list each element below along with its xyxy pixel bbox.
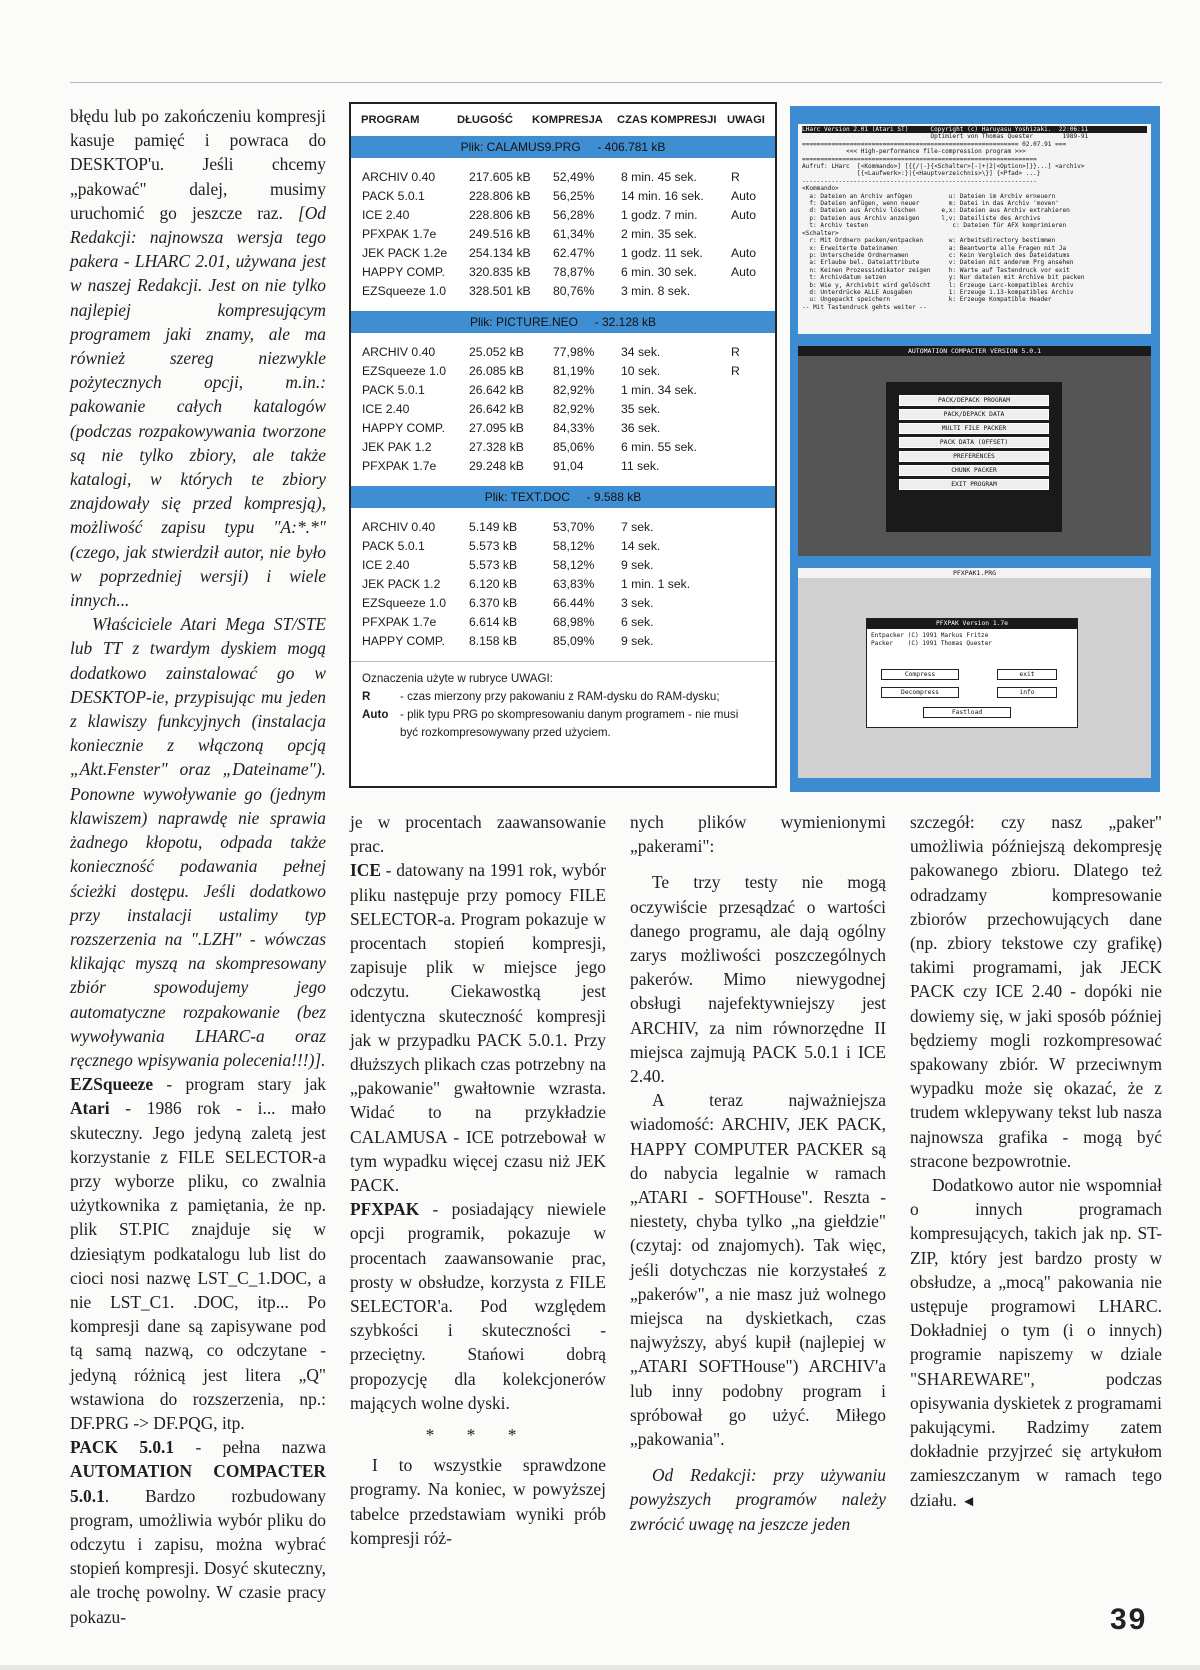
table-cell: 26.085 kB	[469, 364, 524, 378]
screen-text-line: p: Unterscheide Ordnernamen c: Kein Vergleich des Dateidatums	[802, 251, 1070, 259]
column-header: CZAS KOMPRESJI	[617, 114, 717, 126]
section-separator: * * *	[425, 1425, 531, 1446]
paragraph: Od Redakcji: przy używaniu powyższych programów należy zwrócić uwagę na jeszcze jeden	[630, 1465, 886, 1534]
table-row	[362, 187, 775, 206]
table-cell: 29.248 kB	[469, 459, 524, 473]
table-row	[362, 225, 775, 244]
table-cell: 5.573 kB	[469, 558, 518, 572]
paragraph: ICE - datowany na 1991 rok, wybór pliku następuje przy pomocy FILE SELECTOR-a. Program pokazuje w procentach stopień kompresji, zapisuje plik w miejsce jego odczytu. Ciekawostką jest identyczna skuteczność kompresji jak w przypadku PACK 5.0.1. Przy dłuższych plikach czas potrzebny na „pakowanie" gwałtownie wzrasta. Widać to na przykładzie CALAMUSA - ICE potrzebował w tym wypadku więcej czasu niż JEK PACK.	[350, 860, 606, 1196]
table-cell: 34 sek.	[621, 345, 661, 359]
paragraph: A teraz najważniejsza wiadomość: ARCHIV, JEK PACK, HAPPY COMPUTER PACKER są do nabycia legalnie w ramach „ATARI - SOFTHouse". Reszta - niestety, chyba tylko „na giełdzie" (czytaj: od znajomych). Tak więc, jeśli dotychczas nie korzystałeś z „pakerów", a nie masz już wolnego miejsca na dyskietkach, czas najwyższy, abyś kupił (najlepiej w „ATARI SOFTHouse") ARCHIV'a lub inny podobny program i spróbował go użyć. Miłego „pakowania".	[630, 1090, 886, 1450]
table-cell: 228.806 kB	[469, 208, 531, 222]
table-cell: 85,09%	[553, 634, 595, 648]
table-cell	[731, 457, 771, 476]
table-cell: 6.370 kB	[469, 596, 518, 610]
table-cell: 10 sek.	[621, 364, 661, 378]
file-size: - 406.781 kB	[597, 140, 666, 154]
menu-item[interactable]: MULTI FILE PACKER	[899, 423, 1049, 434]
table-cell: HAPPY COMP.	[362, 421, 445, 435]
paragraph: EZSqueeze - program stary jak Atari - 1986 rok - i... mało skuteczny. Jego jedyną zaletą jest korzystanie z FILE SELECTOR-a przy wyborze pliku, co zwalnia użytkownika z pamiętania, że np. plik ST.PIC znajduje się w dziesiątym podkatalogu lub list do cioci nosi nazwę LST_C_1.DOC, a nie LST_C1. .DOC, itp... Po kompresji dane są zapisywane pod tą samą nazwą, co odczytane - jedyną różnicą jest litera „Q" wstawiona do rozszerzenia, np.: DF.PRG -> DF.PQG, itp.	[70, 1074, 326, 1433]
table-row	[362, 632, 775, 651]
table-cell	[731, 518, 771, 537]
file-label: Plik: TEXT.DOC	[484, 490, 570, 504]
table-row	[362, 244, 775, 263]
screen-text-line: d: Dateien aus Archiv löschen e,x: Dateien aus Archiv extrahieren	[802, 207, 1070, 215]
table-cell	[731, 537, 771, 556]
screen-text-line: <<< High-performance file-compression program >>>	[802, 148, 1026, 156]
file-label: Plik: CALAMUS9.PRG	[460, 140, 581, 154]
paragraph: Właściciele Atari Mega ST/STE lub TT z twardym dyskiem mogą dodatkowo zainstalować go w DESKTOP-ie, przypisując mu jeden z klawiszy funkcyjnych (instalacja koniecznie z włączoną opcją „Akt.Fenster" oraz „Dateiname"). Ponowne wywoływanie go (jednym klawiszem) naprawdę nie sprawia żadnego kłopotu, odpada także konieczność podawania pełnej ścieżki dostępu. Jeśli dodatkowo przy instalacji ustalimy typ rozszerzenia na ".LZH" - wówczas klikając myszą na skompresowany zbiór spowodujemy jego automatyczne rozpakowanie (bez wywoływania LHARC-a oraz ręcznego wpisywania polecenia!!!)].	[70, 614, 326, 1070]
table-cell: 9 sek.	[621, 634, 654, 648]
table-cell: Auto	[731, 189, 757, 203]
table-cell: EZSqueeze 1.0	[362, 364, 447, 378]
table-cell: 328.501 kB	[469, 284, 531, 298]
table-cell: PFXPAK 1.7e	[362, 227, 437, 241]
paragraph: szczegół: czy nasz „paker" umożliwia późniejszą dekompresję pakowanego zbioru. Dlatego też odradzamy kompresowanie zbiorów przechowujących dane (np. zbiory tekstowe czy grafikę) takimi programami, jak JECK PACK czy ICE 2.40 - dopóki nie dowiemy się, w jaki sposób później będziemy mogli rozkompresować spakowany zbiór. W przeciwnym wypadku może się okazać, że z trudem wklepywany tekst lub nasza najnowsza grafika - mogą być stracone bezpowrotnie.	[910, 812, 1162, 1171]
table-cell: PACK 5.0.1	[362, 383, 425, 397]
screen-text-line: ================================================================	[802, 155, 1037, 163]
dialog-text-line: Packer (C) 1991 Thomas Quester	[871, 640, 993, 647]
text-column-2	[350, 810, 606, 1550]
table-cell: HAPPY COMP.	[362, 265, 445, 279]
bottom-edge	[0, 1665, 1200, 1670]
table-cell: JEK PAK 1.2	[362, 440, 432, 454]
table-row	[362, 168, 775, 187]
table-cell: 6 sek.	[621, 615, 654, 629]
table-cell: 6.120 kB	[469, 577, 518, 591]
table-cell	[731, 613, 771, 632]
table-cell: 8.158 kB	[469, 634, 518, 648]
table-cell	[731, 594, 771, 613]
menu-item[interactable]: EXIT PROGRAM	[899, 479, 1049, 490]
table-row	[362, 343, 775, 362]
table-cell: 1 godz. 11 sek.	[621, 246, 703, 260]
legend-title: Oznaczenia użyte w rubryce UWAGI:	[362, 672, 553, 685]
table-row	[362, 537, 775, 556]
automation-menu	[886, 382, 1062, 532]
table-cell: ICE 2.40	[362, 558, 410, 572]
table-cell: 35 sek.	[621, 402, 661, 416]
screen-text-line: x: Erweiterte Dateinamen a: Beantworte alle Fragen mit Ja	[802, 244, 1067, 252]
table-cell: 1 min. 1 sek.	[621, 577, 691, 591]
fastload-button[interactable]: Fastload	[923, 707, 1011, 718]
screen-text-line: =========================================================== 02.07.91 ===	[802, 140, 1067, 148]
table-cell: 26.642 kB	[469, 402, 524, 416]
table-cell: Auto	[731, 246, 757, 260]
paragraph: PACK 5.0.1 - pełna nazwa AUTOMATION COMPACTER 5.0.1. Bardzo rozbudowany program, umożliwia wybór pliku do odczytu i zapisu, można wybrać stopień kompresji. Dosyć skuteczny, ale trochę powolny. W czasie pracy pokazu-	[70, 1437, 327, 1627]
page-number: 39	[1110, 1603, 1148, 1636]
table-cell: Auto	[731, 265, 757, 279]
screen-text-line: t: Archiv testen c: Dateien für AFX komprimieren	[802, 222, 1067, 230]
table-cell: 7 sek.	[621, 520, 654, 534]
file-size: - 32.128 kB	[594, 315, 657, 329]
table-cell: HAPPY COMP.	[362, 634, 445, 648]
column-header: DŁUGOŚĆ	[457, 114, 513, 126]
screen-text-line: d: Unterdrücke ALLE Ausgaben 1: Erzeuge 1.13-kompatibles Archiv	[802, 288, 1074, 296]
table-cell: PFXPAK 1.7e	[362, 459, 437, 473]
table-cell: 6 min. 55 sek.	[621, 440, 697, 454]
table-cell: 56,25%	[553, 189, 595, 203]
table-row	[362, 263, 775, 282]
table-cell: 52,49%	[553, 170, 595, 184]
table-cell: 1 godz. 7 min.	[621, 208, 698, 222]
table-cell: Auto	[731, 208, 757, 222]
screen-text-line: b: Wie y, Archivbit wird gelöscht l: Erzeuge Larc-kompatibles Archiv	[802, 281, 1074, 289]
paragraph: je w procentach zaawansowanie prac.	[350, 812, 606, 857]
dialog-text-line: Entpacker (C) 1991 Markus Fritze	[871, 632, 989, 639]
table-cell: 77,98%	[553, 345, 595, 359]
paragraph: błędu lub po zakończeniu kompresji kasuje pamięć i powraca do DESKTOP'u. Jeśli chcemy „pakować" dalej, musimy uruchomić go jeszcze raz. [Od Redakcji: najnowsza wersja tego pakera - LHARC 2.01, używana jest w naszej Redakcji. Jest on nie tylko najlepiej kompresującym programem jaki znamy, ale ma również szereg niezwykle pożytecznych opcji, m.in.: pakowanie całych katalogów (podczas rozpakowywania tworzone są nie tylko zbiory, ale także katalogi, w których te zbiory znajdowały się przed kompresją), możliwość zapisu typu "A:*.*" (czego, jak stwierdził autor, nie było w poprzedniej wersji) i wiele innych...	[70, 106, 326, 611]
table-cell	[731, 381, 771, 400]
paragraph: I to wszystkie sprawdzone programy. Na koniec, w powyższej tabelce przedstawiam wyniki prób kompresji róż-	[350, 1455, 606, 1548]
table-cell: 61,34%	[553, 227, 595, 241]
screen-text-line: Aufruf: LHarc [<Kommando>] [{{/|-}{<Schalter>[-|+|2|<Option>]}}...] <archiv>	[802, 163, 1085, 171]
table-cell: ARCHIV 0.40	[362, 520, 436, 534]
table-row	[362, 438, 775, 457]
column-header: UWAGI	[727, 114, 765, 126]
top-rule	[70, 82, 1162, 83]
table-cell	[731, 575, 771, 594]
column-header: PROGRAM	[361, 114, 420, 126]
table-cell: 56,28%	[553, 208, 595, 222]
table-cell	[731, 632, 771, 651]
table-cell: 80,76%	[553, 284, 595, 298]
table-cell: 91,04	[553, 459, 584, 473]
file-band	[351, 136, 775, 158]
end-of-article-icon: ◄	[961, 1493, 977, 1510]
table-cell: 66.44%	[553, 596, 595, 610]
screen-text-line: a: Erlaube bel. Dateiattribute v: Dateien mit anderem Prg ansehen	[802, 259, 1074, 267]
table-cell: 320.835 kB	[469, 265, 531, 279]
paragraph: nych plików wymienionymi „pakerami":	[630, 812, 886, 857]
table-cell: 8 min. 45 sek.	[621, 170, 697, 184]
screen-text-line: -- Mit Tastendruck gehts weiter --	[802, 303, 927, 311]
table-cell: 2 min. 35 sek.	[621, 227, 697, 241]
screen-text-line: p: Dateien aus Archiv anzeigen l,v: Dateiliste des Archivs	[802, 214, 1041, 222]
file-band	[351, 486, 775, 508]
dialog-credits	[867, 629, 1077, 651]
screen-text-line: f: Dateien anfügen, wenn neuer m: Datei in das Archiv 'moven'	[802, 200, 1059, 208]
table-cell: 82,92%	[553, 402, 595, 416]
screenshots-panel	[790, 106, 1160, 792]
table-row	[362, 556, 775, 575]
table-cell: 26.642 kB	[469, 383, 524, 397]
table-cell	[731, 438, 771, 457]
table-cell: PACK 5.0.1	[362, 539, 425, 553]
table-cell: JEK PACK 1.2e	[362, 246, 448, 260]
table-cell	[731, 225, 771, 244]
table-row	[362, 575, 775, 594]
column-header: KOMPRESJA	[532, 114, 603, 126]
screen-text-line: Optimiert von Thomas Quester 1989-91	[802, 133, 1089, 141]
paragraph: Te trzy testy nie mogą oczywiście przesądzać o wartości danego programu, ale dają ogólny zarys możliwości poszczególnych pakerów. Mimo niewygodnej obsługi najefektywniejszy jest ARCHIV, za nim równorzędne II miejsca zajmują PACK 5.0.1 i ICE 2.40.	[630, 872, 886, 1087]
screen-title: AUTOMATION COMPACTER VERSION 5.0.1	[798, 346, 1151, 356]
table-cell: 6 min. 30 sek.	[621, 265, 697, 279]
table-cell	[731, 556, 771, 575]
table-cell	[731, 400, 771, 419]
table-cell: 27.095 kB	[469, 421, 524, 435]
table-cell: 14 sek.	[621, 539, 661, 553]
table-cell: R	[731, 345, 740, 359]
table-cell: 3 min. 8 sek.	[621, 284, 691, 298]
table-legend	[351, 661, 775, 742]
table-cell: 217.605 kB	[469, 170, 531, 184]
table-cell: EZSqueeze 1.0	[362, 596, 447, 610]
table-cell: 58,12%	[553, 558, 595, 572]
table-header	[351, 104, 775, 136]
table-row	[362, 206, 775, 225]
screen-text-line: LHarc Version 2.01 (Atari ST) Copyright (c) Haruyasu Yoshizaki. 22:06:11	[802, 126, 1147, 133]
table-cell: 63,83%	[553, 577, 595, 591]
pfxpak-dialog	[866, 618, 1078, 728]
table-cell: 14 min. 16 sek.	[621, 189, 704, 203]
paragraph: Dodatkowo autor nie wspomniał o innych programach kompresujących, takich jak np. ST-ZIP, który jest bardzo prosty w obsłudze, a „mocą" pakowania nie ustępuje programowi LHARC. Dokładniej o tym (i o innych) programie napiszemy w dziale "SHAREWARE", podczas opisywania dyskietek z programami pakującymi. Radzimy zatem dokładnie przyjrzeć się artykułom zamieszczanym w ramach tego działu. ◄	[910, 1175, 1162, 1510]
table-cell: 58,12%	[553, 539, 595, 553]
table-row	[362, 613, 775, 632]
table-cell: 228.806 kB	[469, 189, 531, 203]
text-column-3	[630, 810, 886, 1536]
table-cell: PACK 5.0.1	[362, 189, 425, 203]
table-cell: ICE 2.40	[362, 208, 410, 222]
screen-text-line: r: Mit Ordnern packen/entpacken w: Arbeitsdirectory bestimmen	[802, 237, 1056, 245]
dialog-title: PFXPAK Version 1.7e	[867, 619, 1077, 629]
table-cell: R	[731, 364, 740, 378]
table-cell: 249.516 kB	[469, 227, 531, 241]
screen-text-line: a: Dateien an Archiv anfügen u: Dateien im Archiv erneuern	[802, 192, 1056, 200]
file-size: - 9.588 kB	[586, 490, 642, 504]
table-row	[362, 282, 775, 301]
table-cell: ICE 2.40	[362, 402, 410, 416]
table-cell	[731, 419, 771, 438]
table-row	[362, 518, 775, 537]
file-label: Plik: PICTURE.NEO	[469, 315, 578, 329]
table-cell: 36 sek.	[621, 421, 661, 435]
table-cell	[731, 282, 771, 301]
table-row	[362, 594, 775, 613]
table-cell: 82,92%	[553, 383, 595, 397]
text-column-4	[910, 810, 1162, 1514]
lharc-help-screen	[798, 124, 1151, 334]
table-cell: 1 min. 34 sek.	[621, 383, 697, 397]
table-cell: 78,87%	[553, 265, 595, 279]
legend-row: być rozkompresowywany przed użyciem.	[400, 726, 611, 739]
pfxpak-screen	[798, 568, 1151, 778]
table-cell: 53,70%	[553, 520, 595, 534]
menu-item[interactable]: PREFERENCES	[899, 451, 1049, 462]
automation-compacter-screen	[798, 346, 1151, 556]
table-cell: 5.573 kB	[469, 539, 518, 553]
table-row	[362, 381, 775, 400]
text-column-1	[70, 104, 326, 1629]
menu-item[interactable]: PACK DATA (OFFSET)	[899, 437, 1049, 448]
table-row	[362, 457, 775, 476]
table-cell: 254.134 kB	[469, 246, 531, 260]
table-cell: 68,98%	[553, 615, 595, 629]
table-cell: ARCHIV 0.40	[362, 170, 436, 184]
screen-title: PFXPAK1.PRG	[798, 568, 1151, 578]
legend-row: Auto - plik typu PRG po skompresowaniu danym programem - nie musi	[362, 708, 739, 721]
decompress-button[interactable]: Decompress	[881, 687, 959, 698]
table-cell: 6.614 kB	[469, 615, 518, 629]
screen-text-line: t: Archivdatum setzen y: Nur dateien mit Archive bit packen	[802, 274, 1085, 282]
table-cell: R	[731, 170, 740, 184]
table-cell: 11 sek.	[621, 459, 660, 473]
table-row	[362, 419, 775, 438]
screen-text-line: ----------------------------------------------------------------	[802, 177, 1037, 185]
menu-item[interactable]: CHUNK PACKER	[899, 465, 1049, 476]
info-button[interactable]: info	[997, 687, 1057, 698]
screen-text-line: <Kommando>	[802, 185, 839, 193]
exit-button[interactable]: exit	[997, 669, 1057, 680]
table-row	[362, 400, 775, 419]
table-cell: 81,19%	[553, 364, 595, 378]
table-cell: 5.149 kB	[469, 520, 518, 534]
file-band	[351, 311, 775, 333]
table-cell: PFXPAK 1.7e	[362, 615, 437, 629]
paragraph: PFXPAK - posiadający niewiele opcji programik, pokazuje w procentach zaawansowanie prac, prosty w obsłudze, korzysta z FILE SELECTOR'a. Pod względem szybkości i skuteczności - przeciętny. Stańowi dobrą propozycję dla kolekcjonerów mających wolne dyski.	[350, 1199, 606, 1413]
table-cell: 84,33%	[553, 421, 595, 435]
screen-text-line: [{<Laufwerk>:}|{<Hauptverzeichnis>\}] {<Pfad> ...}	[802, 170, 1041, 178]
table-cell: 25.052 kB	[469, 345, 524, 359]
menu-item[interactable]: PACK/DEPACK PROGRAM	[899, 395, 1049, 406]
table-row	[362, 362, 775, 381]
table-cell: 62.47%	[553, 246, 595, 260]
screen-text-line: <Schalter>	[802, 229, 839, 237]
table-cell: JEK PACK 1.2	[362, 577, 441, 591]
table-cell: ARCHIV 0.40	[362, 345, 436, 359]
compress-button[interactable]: Compress	[881, 669, 959, 680]
screen-text-line: u: Ungepackt speichern k: Erzeuge Kompatible Header	[802, 296, 1052, 304]
table-cell: 27.328 kB	[469, 440, 524, 454]
menu-item[interactable]: PACK/DEPACK DATA	[899, 409, 1049, 420]
table-cell: 85,06%	[553, 440, 595, 454]
table-cell: EZSqueeze 1.0	[362, 284, 447, 298]
table-cell: 3 sek.	[621, 596, 654, 610]
screen-text-line: n: Keinen Prozessindikator zeigen h: Warte auf Tastendruck vor exit	[802, 266, 1070, 274]
table-cell: 9 sek.	[621, 558, 654, 572]
compression-results-table	[349, 102, 777, 788]
legend-row: R - czas mierzony przy pakowaniu z RAM-dysku do RAM-dysku;	[362, 690, 720, 703]
